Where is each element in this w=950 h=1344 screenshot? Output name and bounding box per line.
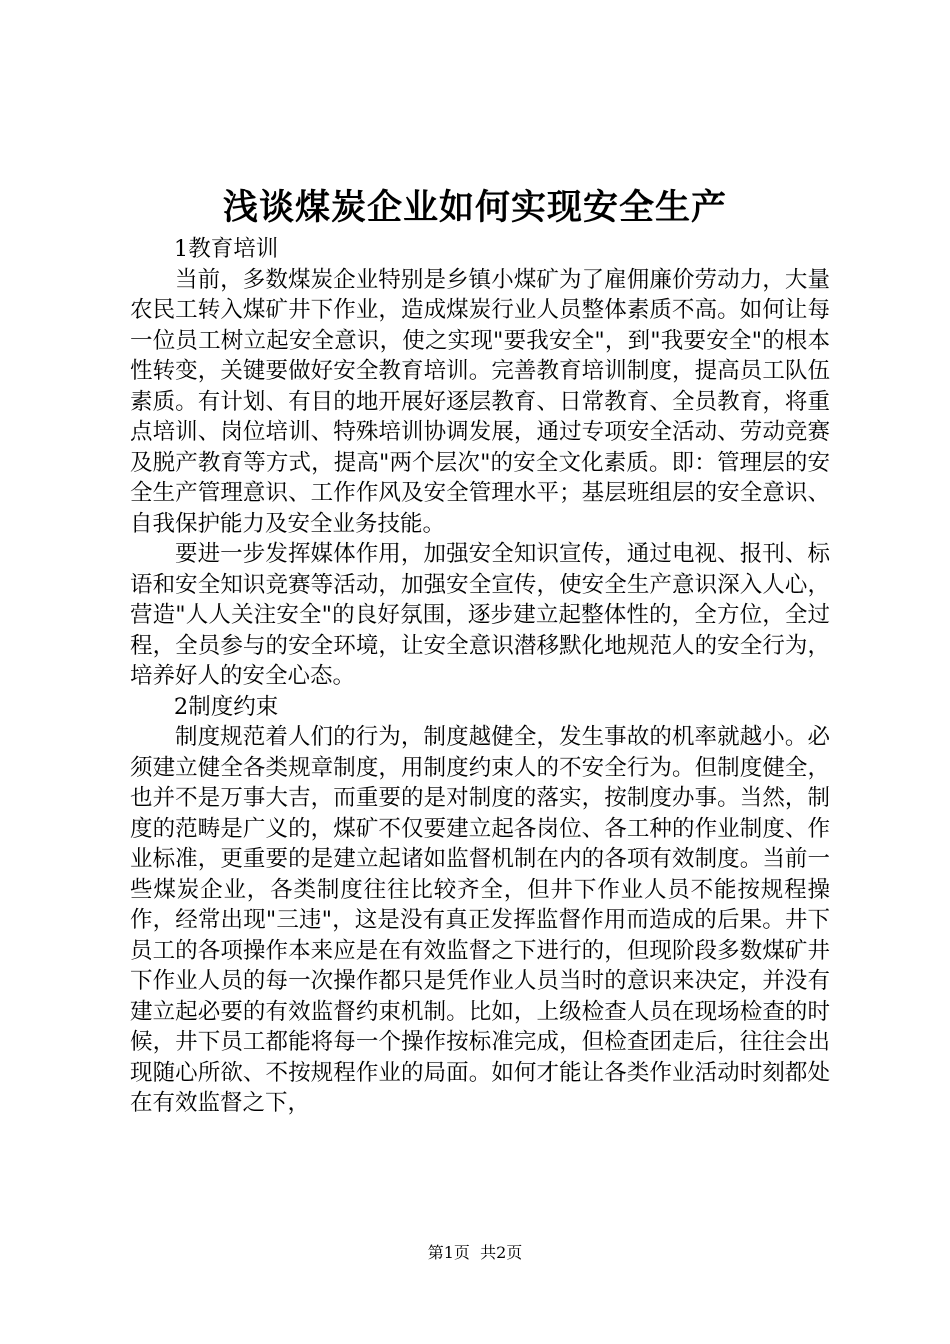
page-footer: 第1页 共2页 (427, 1243, 523, 1262)
section-heading: 1教育培训 (173, 236, 279, 262)
document-body (130, 234, 830, 1119)
page-title: 浅谈煤炭企业如何实现安全生产 (222, 187, 727, 228)
section-heading: 2制度约束 (173, 693, 279, 720)
paragraph: 要进一步发挥媒体作用，加强安全知识宣传，通过电视、报刊、标语和安全知识竞赛等活动，加强安全宣传，使安全生产意识深入人心，营造"人人关注安全"的良好氛围，逐步建立起整体性的，全方位，全过程，全员参与的安全环境，让安全意识潜移默化地规范人的安全行为，培养好人的安全心态。 (130, 541, 830, 689)
paragraph: 当前，多数煤炭企业特别是乡镇小煤矿为了雇佣廉价劳动力，大量农民工转入煤矿井下作业，造成煤炭行业人员整体素质不高。如何让每一位员工树立起安全意识，使之实现"要我安全"，到"我要安全"的根本性转变，关键要做好安全教育培训。完善教育培训制度，提高员工队伍素质。有计划、有目的地开展好逐层教育、日常教育、全员教育，将重点培训、岗位培训、特殊培训协调发展，通过专项安全活动、劳动竞赛及脱产教育等方式，提高"两个层次"的安全文化素质。即：管理层的安全生产管理意识、工作作风及安全管理水平；基层班组层的安全意识、自我保护能力及安全业务技能。 (130, 266, 830, 537)
paragraph: 制度规范着人们的行为，制度越健全，发生事故的机率就越小。必须建立健全各类规章制度，用制度约束人的不安全行为。但制度健全，也并不是万事大吉，而重要的是对制度的落实，按制度办事。当然，制度的范畴是广义的，煤矿不仅要建立起各岗位、各工种的作业制度、作业标准，更重要的是建立起诸如监督机制在内的各项有效制度。当前一些煤炭企业，各类制度往往比较齐全，但井下作业人员不能按规程操作，经常出现"三违"，这是没有真正发挥监督作用而造成的后果。井下员工的各项操作本来应是在有效监督之下进行的，但现阶段多数煤矿井下作业人员的每一次操作都只是凭作业人员当时的意识来决定，并没有建立起必要的有效监督约束机制。比如，上级检查人员在现场检查的时候，井下员工都能将每一个操作按标准完成，但检查团走后，往往会出现随心所欲、不按规程作业的局面。如何才能让各类作业活动时刻都处在有效监督之下， (130, 724, 830, 1116)
